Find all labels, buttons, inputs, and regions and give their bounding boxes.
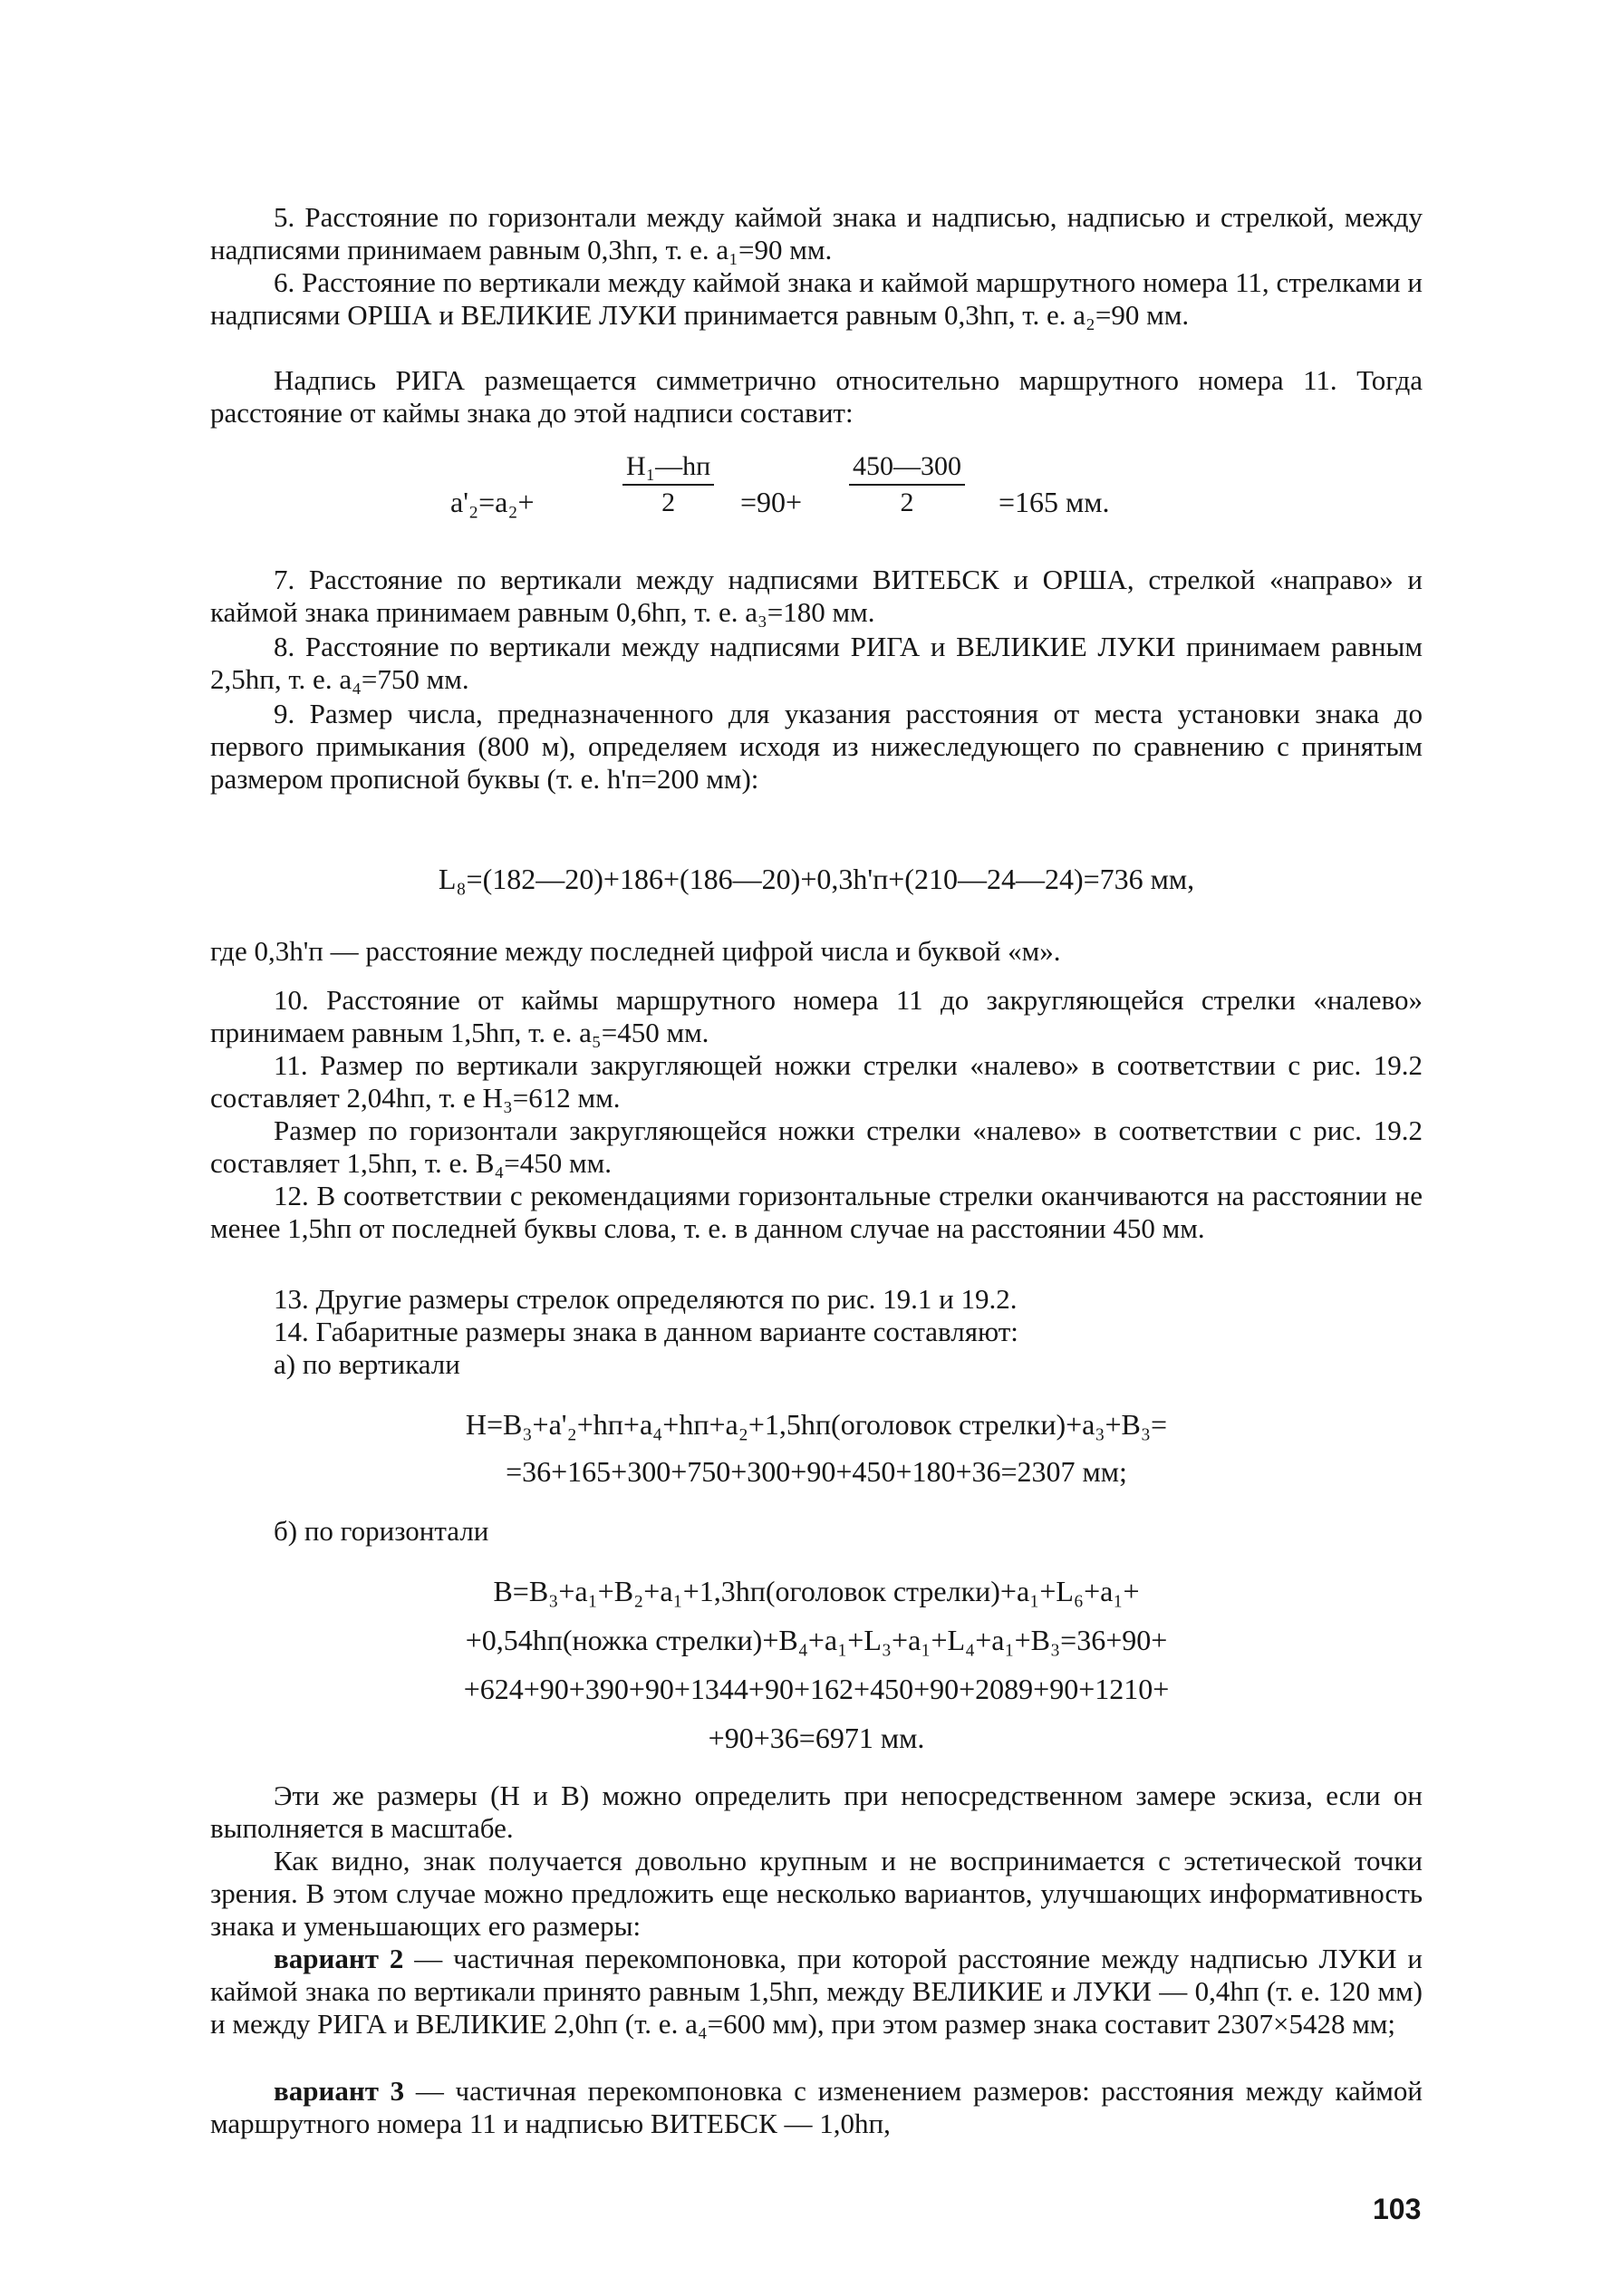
- variant-2-text: — частичная перекомпоновка, при которой расстояние между надписью ЛУКИ и каймой знака по вертикали принято равным 1,5hп, между ВЕЛИКИЕ и ЛУКИ — 0,4hп (т. е. 120 мм) и между РИГА и ВЕЛИКИЕ 2,0hп (т. е. a₄=600 мм), при этом размер знака составит 2307×5428 мм;: [210, 1943, 1423, 2040]
- paragraph-7: 7. Расстояние по вертикали между надписями ВИТЕБСК и ОРША, стрелкой «направо» и каймой знака принимаем равным 0,6hп, т. е. a₃=180 мм.: [210, 564, 1423, 628]
- paragraph-9: 9. Размер числа, предназначенного для указания расстояния от места установки знака до первого примыкания (800 м), определяем исходя из нижеследующего по сравнению с принятым размером прописной буквы (т. е. h'п=200 мм):: [210, 698, 1423, 795]
- variant-3-text: — частичная перекомпоновка с изменением размеров: расстояния между каймой маршрутного номера 11 и надписью ВИТЕБСК — 1,0hп,: [210, 2075, 1423, 2139]
- formula-a2-lhs: a'₂=a₂+: [450, 486, 535, 518]
- paragraph-9-note: где 0,3h'п — расстояние между последней цифрой числа и буквой «м».: [210, 935, 1061, 967]
- variant-3-label: вариант 3: [274, 2075, 405, 2107]
- formula-h-line1: H=B₃+a'₂+hп+a₄+hп+a₂+1,5hп(оголовок стрелки)+a₃+B₃=: [465, 1408, 1168, 1441]
- fraction-numerator: 450—300: [849, 451, 965, 486]
- variant-2-label: вариант 2: [274, 1943, 404, 1974]
- formula-b-line2: +0,54hп(ножка стрелки)+B₄+a₁+L₃+a₁+L₄+a₁+B₃=36+90+: [465, 1624, 1168, 1656]
- paragraph-10: 10. Расстояние от каймы маршрутного номера 11 до закругляющейся стрелки «налево» принимаем равным 1,5hп, т. е. a₅=450 мм.: [210, 984, 1423, 1048]
- fraction-denominator: 2: [900, 487, 914, 517]
- paragraph-15: Эти же размеры (H и B) можно определить при непосредственном замере эскиза, если он выполняется в масштабе.: [210, 1780, 1423, 1844]
- variant-3: [210, 2075, 1423, 2140]
- item-b-horizontal: б) по горизонтали: [274, 1515, 489, 1547]
- formula-b-line1: B=B₃+a₁+B₂+a₁+1,3hп(оголовок стрелки)+a₁+L₆+a₁+: [493, 1575, 1140, 1607]
- paragraph-13: 13. Другие размеры стрелок определяются по рис. 19.1 и 19.2.: [274, 1283, 1018, 1315]
- formula-b-line3: +624+90+390+90+1344+90+162+450+90+2089+90+1210+: [463, 1673, 1170, 1705]
- fraction-h1-hn: [622, 451, 714, 518]
- formula-h-line2: =36+165+300+750+300+90+450+180+36=2307 мм;: [506, 1455, 1127, 1488]
- fraction-450-300: [849, 451, 965, 518]
- formula-a2-prime: [210, 451, 1423, 560]
- paragraph-16: Как видно, знак получается довольно крупным и не воспринимается с эстетической точки зрения. В этом случае можно предложить еще несколько вариантов, улучшающих информативность знака и уменьшающих его размеры:: [210, 1845, 1423, 1942]
- paragraph-5: 5. Расстояние по горизонтали между каймой знака и надписью, надписью и стрелкой, между надписями принимаем равным 0,3hп, т. е. a₁=90 мм.: [210, 201, 1423, 265]
- paragraph-11-horizontal: Размер по горизонтали закругляющейся ножки стрелки «налево» в соответствии с рис. 19.2 составляет 1,5hп, т. е. B₄=450 мм.: [210, 1114, 1423, 1179]
- paragraph-12: 12. В соответствии с рекомендациями горизонтальные стрелки оканчиваются на расстоянии не менее 1,5hп от последней буквы слова, т. е. в данном случае на расстоянии 450 мм.: [210, 1180, 1423, 1244]
- formula-l8: L₈=(182—20)+186+(186—20)+0,3h'п+(210—24—24)=736 мм,: [438, 863, 1195, 895]
- fraction-denominator: 2: [661, 487, 676, 517]
- paragraph-6: 6. Расстояние по вертикали между каймой знака и каймой маршрутного номера 11, стрелками и надписями ОРША и ВЕЛИКИЕ ЛУКИ принимается равным 0,3hп, т. е. a₂=90 мм.: [210, 266, 1423, 331]
- formula-b-line4: +90+36=6971 мм.: [708, 1722, 925, 1754]
- paragraph-14: 14. Габаритные размеры знака в данном варианте составляют:: [274, 1316, 1018, 1347]
- item-a-vertical: а) по вертикали: [274, 1348, 460, 1380]
- page-number: 103: [1373, 2193, 1422, 2225]
- paragraph-6-riga: Надпись РИГА размещается симметрично относительно маршрутного номера 11. Тогда расстояние от каймы знака до этой надписи составит:: [210, 364, 1423, 429]
- paragraph-11: 11. Размер по вертикали закругляющей ножки стрелки «налево» в соответствии с рис. 19.2 составляет 2,04hп, т. е H₃=612 мм.: [210, 1049, 1423, 1114]
- fraction-numerator: H₁—hп: [622, 451, 714, 486]
- paragraph-8: 8. Расстояние по вертикали между надписями РИГА и ВЕЛИКИЕ ЛУКИ принимаем равным 2,5hп, т. е. a₄=750 мм.: [210, 631, 1423, 695]
- formula-a2-mid: =90+: [740, 486, 803, 518]
- variant-2: [210, 1943, 1423, 2040]
- formula-a2-rhs: =165 мм.: [999, 486, 1110, 518]
